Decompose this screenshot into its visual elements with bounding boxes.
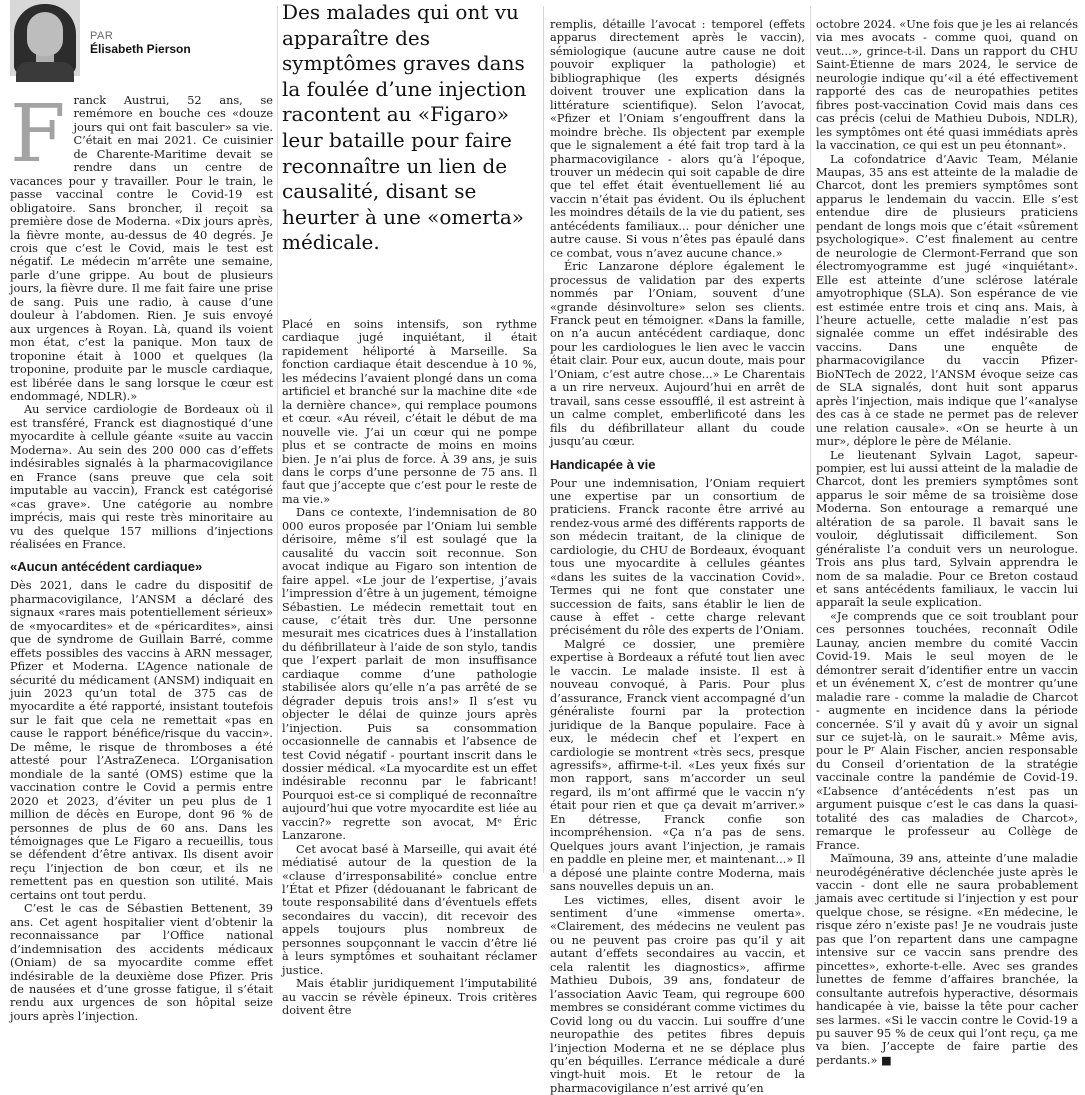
article-body-col3 (550, 18, 805, 1095)
drop-cap: F (10, 87, 66, 180)
subheading: «Aucun antécédent cardiaque» (10, 559, 203, 575)
paragraph: octobre 2024. «Une fois que je les ai relancés via mes avocats - comme quoi, quand on veut...», grince-t-il. Dans un rapport du CHU Saint-Étienne de mars 2024, le service de neurologie indique qu’«il a été effectivement rapporté des cas de neuropathies petites fibres post-vaccination Covid mais dans ces cas précis (celui de Mathieu Dubois, NDLR), les symptômes ont été quasi immédiats après la vaccination, ce qui est un peu étonnant». (816, 18, 1078, 153)
paragraph: Maïmouna, 39 ans, atteinte d’une maladie neurodégénérative déclenchée juste après le vaccin - dont elle ne saura probablement jamais avec certitude si l’injection y est pour quelque chose, se résigne. «En médecine, le risque zéro n’existe pas! Je ne voudrais juste pas que l’on repartent dans une campagne intensive sur ce vaccin sans prendre des pincettes», exhorte-t-elle. Avec ses grandes lunettes de femme d’affaires branchée, la consultante autrefois hyperactive, désormais handicapée à vie, baisse la tête pour cacher ses larmes. «Si le vaccin contre le Covid-19 a pu sauver 95 % de ceux qui l’ont reçu, ça me va bien. J’accepte de faire partie des perdants.» ■ (816, 852, 1078, 1067)
byline (10, 0, 273, 80)
paragraph: Dès 2021, dans le cadre du dispositif de pharmacovigilance, l’ANSM a déclaré des signaux «rares mais potentiellement sérieux» de «myocardites» et de «péricardites», ainsi que de syndrome de Guillain Barré, comme effets possibles des vaccins à ARN messager, Pfizer et Moderna. L’Agence nationale de sécurité du médicament (ANSM) indiquait en juin 2023 qu’un total de 375 cas de myocardite a été rapporté, insistant toutefois sur le fait que cela ne remettait «pas en cause le rapport bénéfice/risque du vaccin». De même, le risque de thromboses a été attesté pour l’AstraZeneca. L’Organisation mondiale de la santé (OMS) estime que la vaccination contre le Covid a permis entre 2020 et 2023, d’éviter un peu plus de 1 million de décès en Europe, dont 96 % de personnes de plus de 60 ans. Dans les témoignages que Le Figaro a recueillis, tous se défendent d’être antivax. Ils disent avoir reçu l’injection de bon cœur, et ils ne remettent pas en question son utilité. Mais certains ont tout perdu. (10, 579, 273, 902)
subheading: Handicapée à vie (550, 456, 656, 472)
paragraph: Mais établir juridiquement l’imputabilité au vaccin se révèle épineux. Trois critères doivent être (282, 977, 537, 1018)
paragraph: C’est le cas de Sébastien Bettenent, 39 ans. Cet agent hospitalier vient d’obtenir la reconnaissance par l’Office national d’indemnisation des accidents médicaux (Oniam) de sa myocardite comme effet indésirable de la deuxième dose Pfizer. Pris de nausées et d’une grosse fatigue, il s’était rendu aux urgences de son hôpital seize jours après l’injection. (10, 902, 273, 1023)
paragraph: «Je comprends que ce soit troublant pour ces personnes touchées, reconnaît Odile Launay, ancien membre du comité Vaccin Covid-19. Mais le seul moyen de le démontrer serait d’identifier entre un vaccin et un événement X, c’est de montrer qu’une maladie rare - comme la maladie de Charcot - augmente en incidence dans la période concernée. S’il y avait dû y avoir un signal sur ce sujet-là, on le saurait.» Même avis, pour le Pʳ Alain Fischer, ancien responsable du Conseil d’orientation de la stratégie vaccinale contre la pandémie de Covid-19. «L’absence d’antécédents n’est pas un argument puisque c’est le cas dans la quasi-totalité des cas maladies de Charcot», remarque le professeur au Collège de France. (816, 609, 1078, 852)
article-column-3 (550, 0, 805, 1095)
article-column-1 (10, 0, 273, 1023)
column-rule-2 (543, 6, 544, 873)
article-column-4 (816, 0, 1078, 1067)
paragraph: Cet avocat basé à Marseille, qui avait été médiatisé autour de la question de la «clause d’irresponsabilité» conclue entre l’État et Pfizer (dédouanant le fabricant de toute responsabilité dans d’éventuels effets secondaires du vaccin), dit recevoir des appels toujours plus nombreux de personnes soupçonnant le vaccin d’être lié à leurs symptômes et souhaitant réclamer justice. (282, 842, 537, 977)
paragraph: Malgré ce dossier, une première expertise à Bordeaux a réfuté tout lien avec le vaccin. Le malade insiste. Il est à nouveau convoqué, à Paris. Pour plus d’assurance, Franck vient accompagné d’un généraliste fourni par la protection juridique de la Banque populaire. Face à eux, le médecin chef et l’expert en cardiologie se montrent «très secs, presque agressifs», affirme-t-il. «Les yeux fixés sur mon rapport, sans m’accorder un seul regard, ils m’ont affirmé que le vaccin n’y était pour rien et que ça devait m’arriver.» En détresse, Franck confie son incompréhension. «Ça n’a pas de sens. Quelques jours avant l’injection, je ramais en paddle en pleine mer, et maintenant...» Il a déposé une plainte contre Moderna, mais sans nouvelles depuis un an. (550, 637, 805, 894)
byline-author: Élisabeth Pierson (90, 42, 191, 56)
paragraph: Franck Austrui, 52 ans, se remémore en bouche ces «douze jours qui ont fait basculer» sa vie. C’était en mai 2021. Ce cuisinier de Charente-Maritime devait se rendre dans un centre de vacances pour y travailler. Pour le train, le passe vaccinal contre le Covid-19 est obligatoire. Sans broncher, il reçoit sa première dose de Moderna. «Dix jours après, la fièvre monte, au-dessus de 40 degrés. Je crois que c’est le Covid, mais le test est négatif. Le médecin m’arrête une semaine, parle d’une grippe. Au bout de plusieurs jours, la fièvre dure. Il me fait faire une prise de sang. Puis une radio, à cause d’une douleur à l’abdomen. Rien. Je suis envoyé aux urgences à Royan. Là, quand ils voient mon état, c’est la panique. Mon taux de troponine était à 1000 et quelques (la troponine, produite par le muscle cardiaque, est libérée dans le sang lorsque le cœur est endommagé, NDLR).» (10, 87, 273, 403)
author-photo (10, 0, 80, 76)
column-rule-3 (810, 6, 811, 873)
paragraph: Le lieutenant Sylvain Lagot, sapeur-pompier, est lui aussi atteint de la maladie de Charcot, dont les premiers symptômes sont apparus le soir même de sa troisième dose Moderna. Son entourage a remarqué une altération de sa parole. Il bavait sans le vouloir, déglutissait difficilement. Son généraliste l’a conduit vers un neurologue. Trois ans plus tard, Sylvain apprendra le nom de sa maladie. Pour ce Breton costaud et sans antécédents familiaux, le vaccin lui apparaît la seule explication. (816, 448, 1078, 610)
paragraph: Pour une indemnisation, l’Oniam requiert une expertise par un consortium de praticiens. Franck raconte être arrivé au rendez-vous armé des différents rapports de son médecin traitant, de la clinique de cardiologie, du CHU de Bordeaux, évoquant tous une myocardite à cellules géantes «dans les suites de la vaccination Covid». Termes qui ne font que constater une succession de faits, sans établir le lien de cause à effet - cette charge relevant précisément du rôle des experts de l’Oniam. (550, 476, 805, 638)
article-headline: Des malades qui ont vu apparaître des symptômes graves dans la foulée d’une injection racontent au «Figaro» leur bataille pour faire reconnaître un lien de causalité, disant se heurter à une «omerta» médicale. (282, 0, 527, 255)
article-body-col2 (282, 318, 537, 1018)
article-column-2 (282, 0, 537, 1018)
column-rule-1 (277, 6, 278, 873)
paragraph: Éric Lanzarone déplore également le processus de validation par des experts nommés par l’Oniam, souvent d’une «grande désinvolture» selon ses clients. Franck peut en témoigner. «Dans la famille, on n’a aucun antécédent cardiaque, donc pour les cardiologues le lien avec le vaccin était clair. Pour eux, aucun doute, mais pour l’Oniam, c’est autre chose...» Le Charentais a un rire nerveux. Aujourd’hui en arrêt de travail, sans cesse essoufflé, il est astreint à un calme complet, emberlificoté dans les fils du défibrillateur allant du coude jusqu’au cœur. (550, 260, 805, 449)
paragraph: Dans ce contexte, l’indemnisation de 80 000 euros proposée par l’Oniam lui semble dérisoire, même s’il est soulagé que la causalité du vaccin soit reconnue. Son avocat indique au Figaro son intention de faire appel. «Le jour de l’expertise, j’avais l’impression d’être à un jugement, témoigne Sébastien. Le médecin remettait tout en cause, c’était très dur. Une personne mesurait mes cicatrices dues à l’installation du défibrillateur à l’aide de son stylo, tandis que l’expert parlait de mon insuffisance cardiaque comme d’une pathologie stabilisée alors qu’elle n’a pas arrêté de se dégrader depuis trois ans!» Il s’est vu objecter le délai de quinze jours après l’injection. Puis sa consommation occasionnelle de cannabis et l’absence de test Covid négatif - pourtant inscrit dans le dossier médical. «La myocardite est un effet indésirable reconnu par le fabricant! Pourquoi est-ce si compliqué de reconnaître aujourd’hui que votre myocardite est liée au vaccin?» regrette son avocat, Mᵉ Éric Lanzarone. (282, 506, 537, 843)
paragraph: Au service cardiologie de Bordeaux où il est transféré, Franck est diagnostiqué d’une myocardite à cellule géante «suite au vaccin Moderna». Au sein des 200 000 cas d’effets indésirables signalés à la pharmacovigilance en France (sans preuve que cela soit imputable au vaccin), Franck est catégorisé «cas grave». Une catégorie au nombre imprécis, mais qui reste très minoritaire au vu des quelque 157 millions d’injections réalisées en France. (10, 403, 273, 551)
byline-label: PAR (90, 30, 114, 42)
paragraph: Placé en soins intensifs, son rythme cardiaque jugé inquiétant, il était rapidement héliporté à Marseille. Sa fonction cardiaque était descendue à 10 %, les médecins l’avaient plongé dans un coma artificiel et branché sur la machine dite «de la dernière chance», qui remplace poumons et cœur. «Au réveil, c’était le début de ma nouvelle vie. J’ai un cœur qui ne pompe plus et se contracte de moins en moins bien. Je n’ai plus de force. À 39 ans, je suis dans le corps d’une personne de 75 ans. Il faut que j’accepte que c’est pour le reste de ma vie.» (282, 318, 537, 506)
article-body-col1 (10, 87, 273, 1023)
paragraph: La cofondatrice d’Aavic Team, Mélanie Maupas, 35 ans est atteinte de la maladie de Charcot, dont les premiers symptômes sont apparus le lendemain du vaccin. Elle s’est entendue dire de plusieurs praticiens pendant de longs mois que c’était «sûrement psychologique». C’est finalement au centre de neurologie de Clermont-Ferrand que son électromyogramme est jugé «inquiétant». Elle est atteinte d’une sclérose latérale amyotrophique (SLA). Son espérance de vie est estimée entre trois et cinq ans. Mais, à l’heure actuelle, cette maladie n’est pas signalée comme un effet indésirable des vaccins. Dans une enquête de pharmacovigilance du vaccin Pfizer-BioNTech de 2022, l’ANSM évoque seize cas de SLA signalés, dont huit sont apparus après l’injection, mais indique que l’«analyse des cas à ce stade ne permet pas de relever une relation causale». «On se heurte à un mur», déplore le père de Mélanie. (816, 152, 1078, 449)
paragraph: remplis, détaille l’avocat : temporel (effets apparus directement après le vaccin), sémiologique (aucune autre cause ne doit pouvoir expliquer la pathologie) et bibliographique (les experts désignés doivent trouver une explication dans la littérature scientifique). Selon l’avocat, «Pfizer et l’Oniam s’engouffrent dans la moindre brèche. Ils objectent par exemple que le signalement a été fait trop tard à la pharmacovigilance - alors qu’à l’époque, trouver un médecin qui soit capable de dire que tel effet était éventuellement lié au vaccin n’était pas évident. Ou ils épluchent les moindres détails de la vie du patient, ses antécédents familiaux... pour dénicher une autre cause. Si vous n’êtes pas épaulé dans ce combat, vous n’avez aucune chance.» (550, 18, 805, 260)
article-body-col4 (816, 18, 1078, 1067)
paragraph: Les victimes, elles, disent avoir le sentiment d’une «immense omerta». «Clairement, des médecins ne veulent pas ou ne peuvent pas croire pas qu’il y ait autant d’effets secondaires au vaccin, et cela ralentit les diagnostics», affirme Mathieu Dubois, 39 ans, fondateur de l’association Aavic Team, qui regroupe 600 membres se considérant comme victimes du Covid long ou du vaccin. Lui souffre d’une neuropathie des petites fibres depuis l’injection Moderna et ne se déplace plus qu’en béquilles. L’errance médicale a duré vingt-huit mois. Et le retour de la pharmacovigilance n’est arrivé qu’en (550, 893, 805, 1095)
